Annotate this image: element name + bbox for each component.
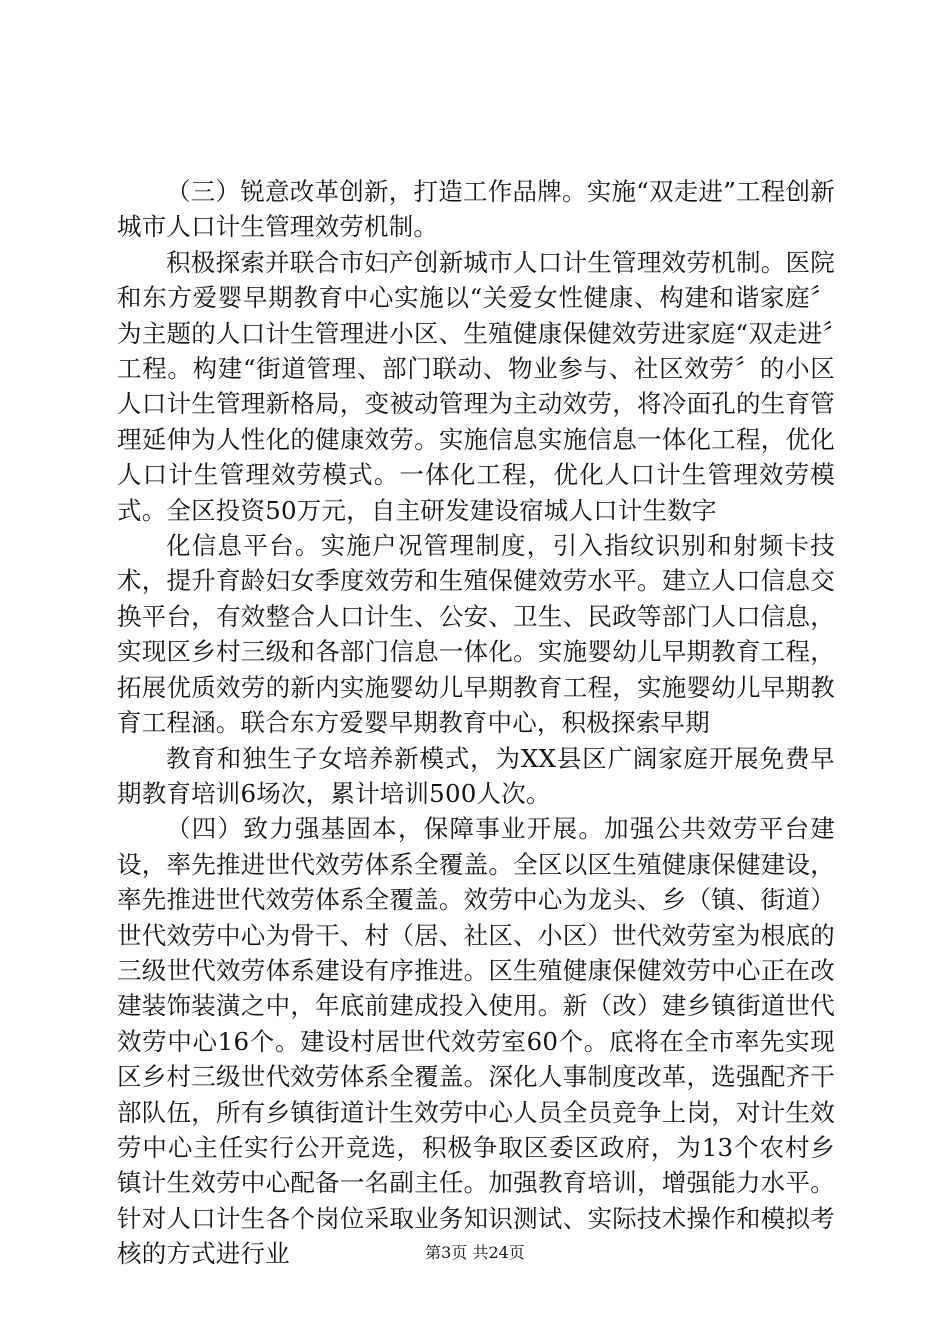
paragraph-section-four: （四）致力强基固本，保障事业开展。加强公共效劳平台建设，率先推进世代效劳体系全覆盖。全区以区生殖健康保健建设，率先推进世代效劳体系全覆盖。效劳中心为龙头、乡（镇、街道）世代效劳中心为骨干、村（居、社区、小区）世代效劳室为根底的三级世代效劳体系建设有序推进。区生殖健康保健效劳中心正在改建装饰装潢之中，年底前建成投入使用。新（改）建乡镇街道世代效劳中心16个。建设村居世代效劳室60个。底将在全市率先实现区乡村三级世代效劳体系全覆盖。深化人事制度改革，选强配齐干部队伍，所有乡镇街道计生效劳中心人员全员竞争上岗，对计生效劳中心主任实行公开竞选，积极争取区委区政府，为13个农村乡镇计生效劳中心配备一名副主任。加强教育培训，增强能力水平。针对人口计生各个岗位采取业务知识测试、实际技术操作和模拟考核的方式进行业 (117, 814, 835, 1269)
page-number-footer: 第3页 共24页 (425, 1243, 525, 1262)
paragraph-section-three-heading: （三）锐意改革创新，打造工作品牌。实施“双走进”工程创新城市人口计生管理效劳机制。 (117, 177, 835, 242)
paragraph-double-entry-project: 积极探索并联合市妇产创新城市人口计生管理效劳机制。医院和东方爱婴早期教育中心实施以“关爱女性健康、构建和谐家庭〞为主题的人口计生管理进小区、生殖健康保健效劳进家庭“双走进〞工程。构建“街道管理、部门联动、物业参与、社区效劳〞的小区人口计生管理新格局，变被动管理为主动效劳，将冷面孔的生育管理延伸为人性化的健康效劳。实施信息实施信息一体化工程，优化人口计生管理效劳模式。一体化工程，优化人口计生管理效劳模式。全区投资50万元，自主研发建设宿城人口计生数字 (117, 247, 835, 525)
document-body (117, 174, 835, 1272)
paragraph-information-platform: 化信息平台。实施户况管理制度，引入指纹识别和射频卡技术，提升育龄妇女季度效劳和生殖保健效劳水平。建立人口信息交换平台，有效整合人口计生、公安、卫生、民政等部门人口信息，实现区乡村三级和各部门信息一体化。实施婴幼儿早期教育工程，拓展优质效劳的新内实施婴幼儿早期教育工程，实施婴幼儿早期教育工程涵。联合东方爱婴早期教育中心，积极探索早期 (117, 531, 835, 738)
paragraph-early-education: 教育和独生子女培养新模式，为XX县区广阔家庭开展免费早期教育培训6场次，累计培训500人次。 (117, 743, 835, 808)
